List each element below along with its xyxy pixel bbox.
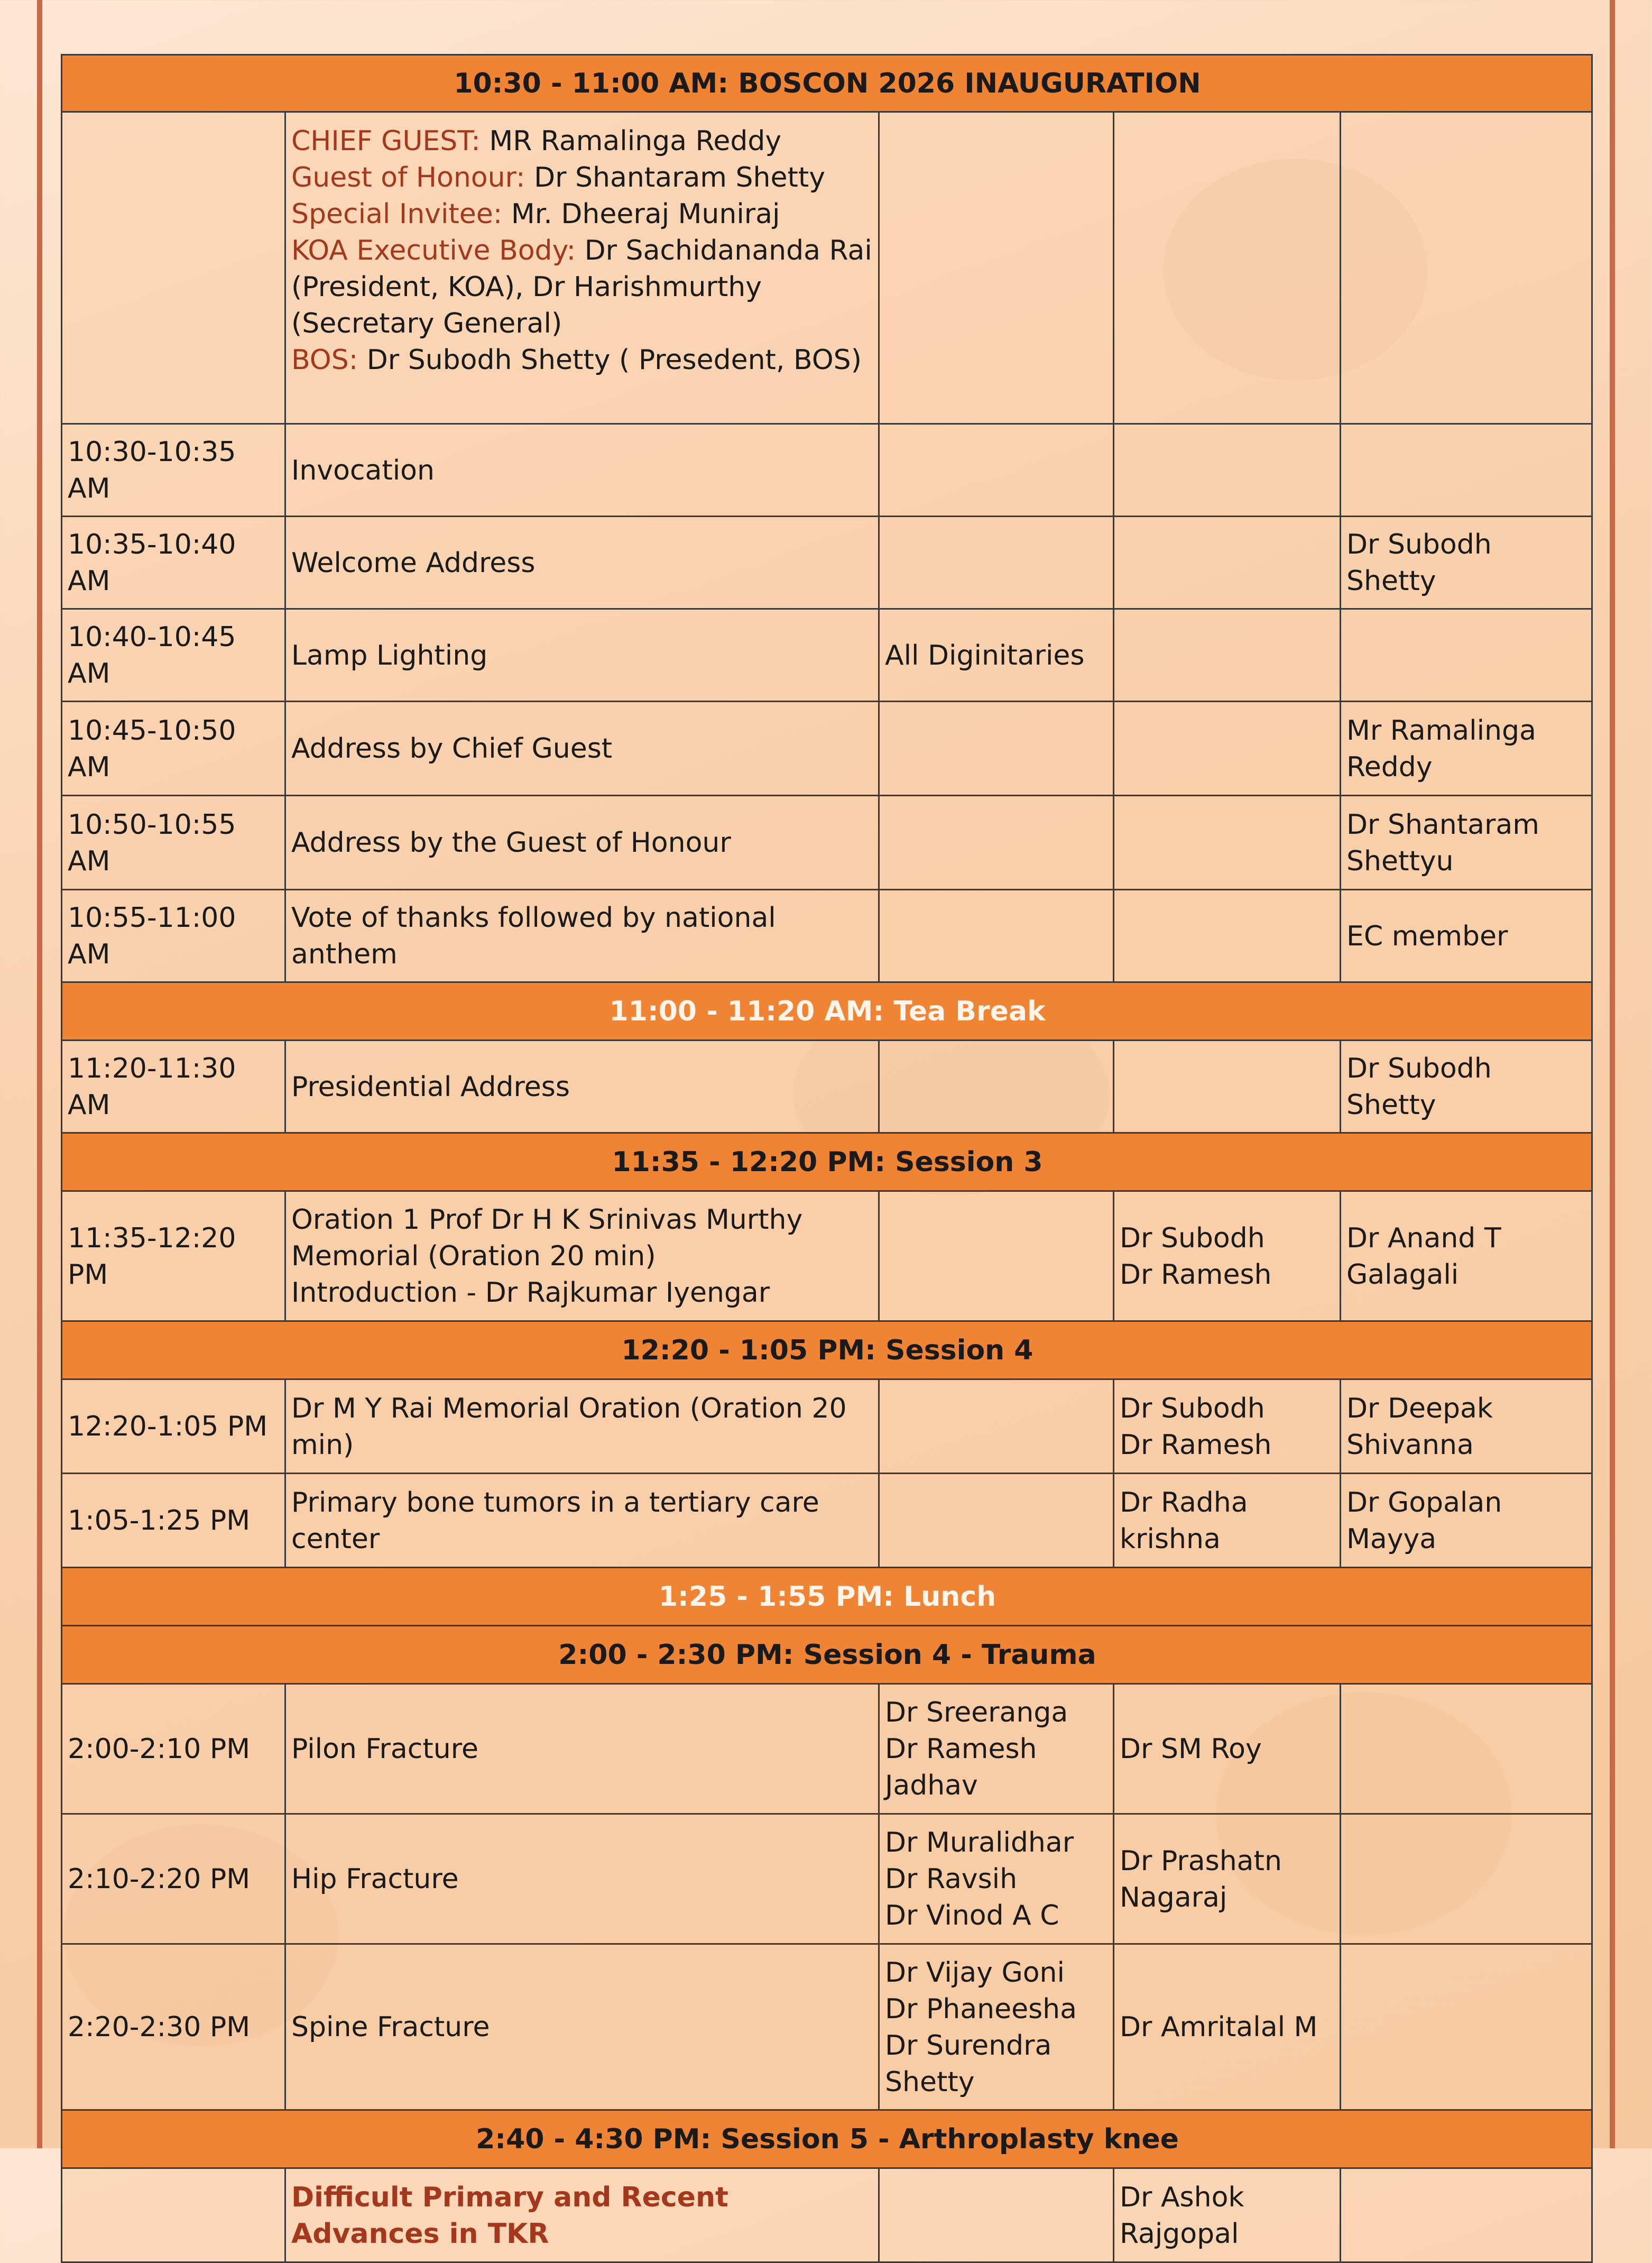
speaker-cell bbox=[1341, 112, 1592, 424]
section-header-row bbox=[62, 1321, 1592, 1379]
chair-cell bbox=[1114, 890, 1341, 982]
panelist-name: Dr Ramesh Jadhav bbox=[885, 1733, 1037, 1801]
table-row bbox=[62, 1944, 1592, 2110]
chair-name: Dr Subodh bbox=[1120, 1222, 1265, 1254]
chair-cell bbox=[1114, 1474, 1341, 1568]
faculty-cell bbox=[879, 112, 1114, 424]
chair-cell bbox=[1114, 702, 1341, 796]
session-5-topic: Difficult Primary and Recent Advances in TKR bbox=[285, 2168, 879, 2262]
bos-line bbox=[291, 342, 874, 379]
panelist-name: Dr Surendra Shetty bbox=[885, 2029, 1052, 2098]
topic-cell: Hip Fracture bbox=[285, 1814, 879, 1944]
panelist-name: Dr Vinod A C bbox=[885, 1900, 1059, 1931]
faculty-cell bbox=[879, 890, 1114, 982]
chair-name: Dr Radha krishna bbox=[1120, 1486, 1248, 1555]
speaker-cell bbox=[1341, 1684, 1592, 1814]
table-row bbox=[62, 2168, 1592, 2262]
topic-cell: Invocation bbox=[285, 424, 879, 517]
section-header-row bbox=[62, 1133, 1592, 1191]
topic-cell: Lamp Lighting bbox=[285, 609, 879, 702]
topic-cell: Welcome Address bbox=[285, 517, 879, 609]
chair-name: Dr Ramesh bbox=[1120, 1429, 1272, 1461]
faculty-cell bbox=[879, 796, 1114, 890]
table-row bbox=[62, 1684, 1592, 1814]
chair-cell bbox=[1114, 424, 1341, 517]
time-cell: 11:20-11:30 AM bbox=[62, 1041, 285, 1133]
tea-break-header: 11:00 - 11:20 AM: Tea Break bbox=[62, 982, 1592, 1041]
time-cell: 10:50-10:55 AM bbox=[62, 796, 285, 890]
faculty-cell bbox=[879, 517, 1114, 609]
table-row bbox=[62, 424, 1592, 517]
chair-cell bbox=[1114, 1041, 1341, 1133]
table-row bbox=[62, 796, 1592, 890]
special-invitee-label: Special Invitee: bbox=[291, 198, 503, 230]
frame-border-right bbox=[1610, 0, 1615, 2148]
faculty-cell bbox=[879, 424, 1114, 517]
topic-cell: Primary bone tumors in a tertiary care center bbox=[285, 1474, 879, 1568]
time-cell: 2:20-2:30 PM bbox=[62, 1944, 285, 2110]
chair-name: Dr Ramesh bbox=[1120, 1258, 1272, 1291]
faculty-cell bbox=[879, 1379, 1114, 1474]
chair-cell bbox=[1114, 112, 1341, 424]
chief-guest-line bbox=[291, 123, 874, 160]
speaker-cell bbox=[1341, 609, 1592, 702]
frame-border-left bbox=[37, 0, 42, 2148]
speaker-cell: Dr Subodh Shetty bbox=[1341, 517, 1592, 609]
moderator-cell: Dr SM Roy bbox=[1114, 1684, 1341, 1814]
time-cell: 11:35-12:20 PM bbox=[62, 1191, 285, 1321]
guest-honour-name: Dr Shantaram Shetty bbox=[525, 162, 826, 194]
chair-cell bbox=[1114, 517, 1341, 609]
dignitaries-row bbox=[62, 112, 1592, 424]
topic-cell: Address by Chief Guest bbox=[285, 702, 879, 796]
chair-cell bbox=[1114, 796, 1341, 890]
time-cell: 2:10-2:20 PM bbox=[62, 1814, 285, 1944]
topic-cell: Presidential Address bbox=[285, 1041, 879, 1133]
table-row bbox=[62, 702, 1592, 796]
time-cell: 10:55-11:00 AM bbox=[62, 890, 285, 982]
dignitaries-cell bbox=[285, 112, 879, 424]
panel-cell bbox=[879, 1944, 1114, 2110]
time-cell bbox=[62, 112, 285, 424]
speaker-cell bbox=[1341, 1944, 1592, 2110]
faculty-cell bbox=[879, 702, 1114, 796]
section-header-row bbox=[62, 2110, 1592, 2168]
topic-cell: Address by the Guest of Honour bbox=[285, 796, 879, 890]
speaker-cell: Dr Subodh Shetty bbox=[1341, 1041, 1592, 1133]
table-row bbox=[62, 1191, 1592, 1321]
table-row bbox=[62, 517, 1592, 609]
chair-cell bbox=[1114, 1191, 1341, 1321]
panel-cell bbox=[879, 1814, 1114, 1944]
lunch-header: 1:25 - 1:55 PM: Lunch bbox=[62, 1568, 1592, 1626]
faculty-cell bbox=[879, 1474, 1114, 1568]
special-invitee-name: Mr. Dheeraj Muniraj bbox=[502, 198, 780, 230]
time-cell: 1:05-1:25 PM bbox=[62, 1474, 285, 1568]
speaker-cell: EC member bbox=[1341, 890, 1592, 982]
panelist-name: Dr Ravsih bbox=[885, 1863, 1018, 1895]
time-cell bbox=[62, 2168, 285, 2262]
faculty-cell bbox=[879, 2168, 1114, 2262]
speaker-cell bbox=[1341, 1814, 1592, 1944]
section-header-row bbox=[62, 1568, 1592, 1626]
time-cell: 10:35-10:40 AM bbox=[62, 517, 285, 609]
section-header-row bbox=[62, 982, 1592, 1041]
panelist-name: Dr Phaneesha bbox=[885, 1993, 1077, 2025]
guest-honour-line bbox=[291, 160, 874, 196]
section-header-row bbox=[62, 55, 1592, 112]
time-cell: 10:30-10:35 AM bbox=[62, 424, 285, 517]
topic-cell bbox=[285, 1191, 879, 1321]
faculty-cell: All Diginitaries bbox=[879, 609, 1114, 702]
time-cell: 10:40-10:45 AM bbox=[62, 609, 285, 702]
chief-guest-name: MR Ramalinga Reddy bbox=[480, 125, 782, 157]
session-5-header: 2:40 - 4:30 PM: Session 5 - Arthroplasty knee bbox=[62, 2110, 1592, 2168]
guest-honour-label: Guest of Honour: bbox=[291, 162, 525, 194]
topic-line: Oration 1 Prof Dr H K Srinivas Murthy bbox=[291, 1204, 803, 1236]
faculty-cell bbox=[879, 1191, 1114, 1321]
table-row bbox=[62, 890, 1592, 982]
panelist-name: Dr Muralidhar bbox=[885, 1827, 1074, 1859]
topic-line: Memorial (Oration 20 min) bbox=[291, 1240, 656, 1272]
conference-schedule-table bbox=[61, 54, 1593, 2263]
speaker-cell: Dr Shantaram Shettyu bbox=[1341, 796, 1592, 890]
time-cell: 12:20-1:05 PM bbox=[62, 1379, 285, 1474]
time-cell: 10:45-10:50 AM bbox=[62, 702, 285, 796]
chair-cell bbox=[1114, 1379, 1341, 1474]
special-invitee-line bbox=[291, 196, 874, 233]
chair-cell: Dr Ashok Rajgopal bbox=[1114, 2168, 1341, 2262]
koa-line bbox=[291, 233, 874, 342]
panelist-name: Dr Vijay Goni bbox=[885, 1956, 1065, 1989]
panelist-name: Dr Sreeranga bbox=[885, 1697, 1068, 1728]
topic-cell: Spine Fracture bbox=[285, 1944, 879, 2110]
table-row bbox=[62, 1379, 1592, 1474]
speaker-cell bbox=[1341, 2168, 1592, 2262]
bos-label: BOS: bbox=[291, 344, 358, 376]
speaker-cell: Dr Anand T Galagali bbox=[1341, 1191, 1592, 1321]
speaker-cell bbox=[1341, 424, 1592, 517]
koa-label: KOA Executive Body: bbox=[291, 235, 576, 266]
table-row bbox=[62, 1814, 1592, 1944]
moderator-cell: Dr Amritalal M bbox=[1114, 1944, 1341, 2110]
chair-cell bbox=[1114, 609, 1341, 702]
chair-name: Dr Subodh bbox=[1120, 1392, 1265, 1424]
topic-cell: Dr M Y Rai Memorial Oration (Oration 20 min) bbox=[285, 1379, 879, 1474]
koa-names: Dr Sachidananda Rai (President, KOA), Dr Harishmurthy (Secretary General) bbox=[291, 235, 872, 339]
session-4-header: 12:20 - 1:05 PM: Session 4 bbox=[62, 1321, 1592, 1379]
chief-guest-label: CHIEF GUEST: bbox=[291, 125, 481, 157]
moderator-cell: Dr Prashatn Nagaraj bbox=[1114, 1814, 1341, 1944]
section-header-row bbox=[62, 1626, 1592, 1684]
table-row bbox=[62, 609, 1592, 702]
topic-cell: Pilon Fracture bbox=[285, 1684, 879, 1814]
bos-name: Dr Subodh Shetty ( Presedent, BOS) bbox=[358, 344, 862, 376]
faculty-cell bbox=[879, 1041, 1114, 1133]
speaker-cell: Dr Deepak Shivanna bbox=[1341, 1379, 1592, 1474]
table-row bbox=[62, 1041, 1592, 1133]
inauguration-header: 10:30 - 11:00 AM: BOSCON 2026 INAUGURATION bbox=[62, 55, 1592, 112]
speaker-cell: Dr Gopalan Mayya bbox=[1341, 1474, 1592, 1568]
session-3-header: 11:35 - 12:20 PM: Session 3 bbox=[62, 1133, 1592, 1191]
time-cell: 2:00-2:10 PM bbox=[62, 1684, 285, 1814]
panel-cell bbox=[879, 1684, 1114, 1814]
topic-line: Introduction - Dr Rajkumar Iyengar bbox=[291, 1277, 770, 1309]
table-row bbox=[62, 1474, 1592, 1568]
speaker-cell: Mr Ramalinga Reddy bbox=[1341, 702, 1592, 796]
topic-cell: Vote of thanks followed by national anthem bbox=[285, 890, 879, 982]
trauma-header: 2:00 - 2:30 PM: Session 4 - Trauma bbox=[62, 1626, 1592, 1684]
